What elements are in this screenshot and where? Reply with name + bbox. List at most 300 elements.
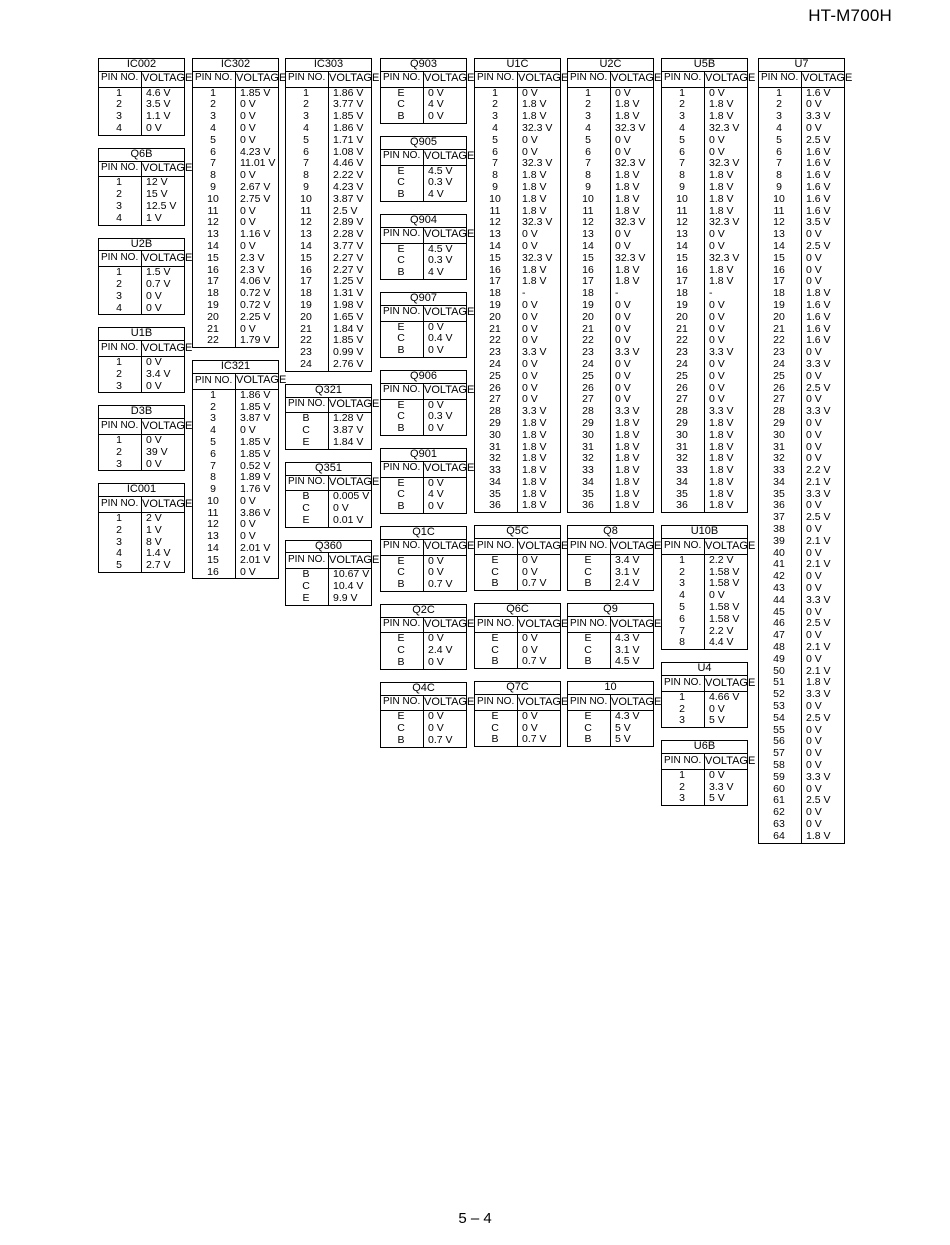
table-row [286, 241, 372, 253]
pin-number: 19 [568, 300, 611, 312]
pin-number: B [381, 267, 424, 279]
pin-number: 18 [286, 288, 329, 300]
pin-number: 36 [475, 500, 518, 512]
pin-number: 21 [193, 324, 236, 336]
voltage-value: 1.86 V [329, 123, 372, 135]
voltage-value: 0 V [518, 632, 561, 644]
pin-number: 36 [759, 500, 802, 512]
pin-number: 59 [759, 772, 802, 784]
pin-number: 10 [475, 194, 518, 206]
voltage-value: 1.16 V [236, 229, 279, 241]
voltage-header: VOLTAGE [611, 539, 654, 555]
pin-number: 28 [759, 406, 802, 418]
table-row [381, 555, 467, 567]
pin-number: 3 [99, 381, 142, 393]
voltage-table [285, 58, 380, 372]
component-id: Q6C [475, 604, 561, 617]
table-row [475, 194, 561, 206]
table-row [568, 347, 654, 359]
table-row [759, 347, 845, 359]
pin-number: 1 [568, 87, 611, 99]
voltage-value: 4.23 V [236, 147, 279, 159]
pin-number: 13 [759, 229, 802, 241]
voltage-header: VOLTAGE [142, 161, 185, 177]
table-row [381, 489, 467, 501]
voltage-value: 1.8 V [518, 453, 561, 465]
voltage-header: VOLTAGE [705, 676, 748, 692]
table-row [662, 87, 748, 99]
table-row [381, 567, 467, 579]
table-row [759, 748, 845, 760]
voltage-value: 1.6 V [802, 206, 845, 218]
voltage-header: VOLTAGE [329, 71, 372, 87]
table-row [193, 194, 279, 206]
voltage-value: 8 V [142, 537, 185, 549]
pin-number: 1 [99, 177, 142, 189]
voltage-value: 0 V [802, 265, 845, 277]
component-id: Q906 [381, 370, 467, 383]
voltage-value: 0 V [518, 135, 561, 147]
voltage-value: 0 V [518, 723, 561, 735]
pin-number: 12 [286, 217, 329, 229]
voltage-value: 0 V [802, 607, 845, 619]
voltage-value: 1.8 V [518, 206, 561, 218]
voltage-header: VOLTAGE [705, 539, 748, 555]
table-row [662, 383, 748, 395]
voltage-value: 0 V [611, 312, 654, 324]
voltage-value: 1.84 V [329, 324, 372, 336]
pin-number: 35 [475, 489, 518, 501]
table-row [759, 123, 845, 135]
pin-number: 20 [568, 312, 611, 324]
table-column-2 [192, 58, 287, 591]
table-row [568, 170, 654, 182]
pin-number: 14 [759, 241, 802, 253]
table-row [475, 656, 561, 668]
voltage-value: 2.7 V [142, 560, 185, 572]
table-row [475, 158, 561, 170]
table-row [475, 335, 561, 347]
table-row [759, 595, 845, 607]
table-row [475, 500, 561, 512]
voltage-value: 2.67 V [236, 182, 279, 194]
table-row [662, 769, 748, 781]
voltage-value: 0 V [518, 312, 561, 324]
voltage-value: 3.77 V [329, 99, 372, 111]
voltage-value: 0.3 V [424, 177, 467, 189]
table-row [381, 333, 467, 345]
table-row [381, 411, 467, 423]
voltage-value: 1.8 V [705, 206, 748, 218]
pin-number: B [568, 656, 611, 668]
table-row [759, 182, 845, 194]
voltage-value: 3.3 V [518, 347, 561, 359]
voltage-value: 0.7 V [518, 578, 561, 590]
table-row [662, 265, 748, 277]
voltage-value: 0.005 V [329, 491, 372, 503]
table-row [759, 335, 845, 347]
voltage-value: 0 V [611, 335, 654, 347]
voltage-table [192, 58, 287, 348]
voltage-value: 1.8 V [518, 418, 561, 430]
table-row [475, 217, 561, 229]
voltage-value: 0 V [802, 418, 845, 430]
voltage-value: 1.8 V [705, 111, 748, 123]
table-row [568, 123, 654, 135]
pin-number: 4 [475, 123, 518, 135]
table-row [759, 500, 845, 512]
voltage-value: 0 V [236, 425, 279, 437]
voltage-value: 3.3 V [518, 406, 561, 418]
pin-no-header: PIN NO. [568, 695, 611, 711]
table-row [759, 217, 845, 229]
voltage-value: 0 V [802, 524, 845, 536]
pin-number: 27 [475, 394, 518, 406]
table-row [759, 135, 845, 147]
pin-number: 2 [99, 189, 142, 201]
voltage-value: 4.5 V [424, 243, 467, 255]
voltage-value: 3.3 V [611, 347, 654, 359]
voltage-value: 0 V [802, 760, 845, 772]
voltage-value: 2.28 V [329, 229, 372, 241]
table-row [662, 288, 748, 300]
pin-number: 25 [475, 371, 518, 383]
pin-number: 47 [759, 630, 802, 642]
table-row [475, 578, 561, 590]
table-row [99, 512, 185, 524]
component-id: U1B [99, 328, 185, 341]
voltage-value: 4.06 V [236, 276, 279, 288]
table-row [99, 369, 185, 381]
pin-number: 4 [193, 123, 236, 135]
voltage-value: 1.8 V [705, 465, 748, 477]
table-row [759, 206, 845, 218]
table-row [193, 508, 279, 520]
pin-number: 10 [286, 194, 329, 206]
table-row [662, 324, 748, 336]
pin-number: 12 [568, 217, 611, 229]
voltage-value: 0 V [611, 135, 654, 147]
table-row [662, 500, 748, 512]
voltage-value: 1.4 V [142, 548, 185, 560]
pin-number: 17 [759, 276, 802, 288]
table-row [759, 99, 845, 111]
voltage-table [661, 662, 756, 728]
pin-number: 61 [759, 795, 802, 807]
table-row [662, 217, 748, 229]
voltage-value: 4.23 V [329, 182, 372, 194]
voltage-value: 1 V [142, 525, 185, 537]
voltage-value: 32.3 V [705, 158, 748, 170]
voltage-value: 5 V [611, 734, 654, 746]
voltage-table [567, 58, 662, 513]
voltage-value: 1.8 V [611, 99, 654, 111]
pin-number: 4 [568, 123, 611, 135]
pin-number: 3 [99, 201, 142, 213]
voltage-value: 0.52 V [236, 461, 279, 473]
table-row [568, 567, 654, 579]
voltage-value: 1.8 V [705, 265, 748, 277]
table-row [568, 394, 654, 406]
voltage-value: 3.3 V [802, 772, 845, 784]
table-row [381, 723, 467, 735]
pin-number: E [475, 710, 518, 722]
table-row [193, 496, 279, 508]
table-row [381, 645, 467, 657]
voltage-value: 0 V [424, 723, 467, 735]
voltage-table [567, 525, 662, 591]
voltage-value: 1.8 V [518, 170, 561, 182]
pin-number: 19 [286, 300, 329, 312]
table-row [475, 430, 561, 442]
table-row [759, 583, 845, 595]
table-row [99, 447, 185, 459]
voltage-value: 0 V [705, 394, 748, 406]
voltage-value: 1.85 V [329, 111, 372, 123]
pin-number: 16 [662, 265, 705, 277]
pin-no-header: PIN NO. [381, 539, 424, 555]
table-row [381, 111, 467, 123]
table-row [193, 335, 279, 347]
voltage-value: 1.84 V [329, 437, 372, 449]
pin-number: B [381, 111, 424, 123]
voltage-header: VOLTAGE [424, 695, 467, 711]
voltage-value: 1.8 V [611, 442, 654, 454]
voltage-value: 9.9 V [329, 593, 372, 605]
table-row [475, 87, 561, 99]
pin-number: 15 [193, 555, 236, 567]
table-row [286, 515, 372, 527]
table-row [759, 453, 845, 465]
pin-number: 9 [662, 182, 705, 194]
table-row [475, 312, 561, 324]
table-row [759, 548, 845, 560]
table-row [568, 335, 654, 347]
table-row [193, 229, 279, 241]
table-row [193, 437, 279, 449]
voltage-value: 0 V [611, 87, 654, 99]
voltage-value: 1.8 V [518, 265, 561, 277]
voltage-value: 0 V [236, 170, 279, 182]
table-row [193, 206, 279, 218]
table-row [568, 453, 654, 465]
pin-number: 35 [662, 489, 705, 501]
voltage-value: 1.8 V [611, 418, 654, 430]
pin-number: B [381, 579, 424, 591]
pin-number: 23 [286, 347, 329, 359]
component-id: U5B [662, 59, 748, 72]
voltage-value: 1.8 V [611, 111, 654, 123]
table-row [381, 345, 467, 357]
table-row [381, 633, 467, 645]
pin-number: 8 [193, 170, 236, 182]
table-row [662, 123, 748, 135]
voltage-value: 1.8 V [518, 500, 561, 512]
table-row [759, 465, 845, 477]
pin-number: 22 [568, 335, 611, 347]
voltage-table [380, 447, 475, 514]
voltage-value: 0 V [611, 300, 654, 312]
voltage-value: 1.8 V [518, 430, 561, 442]
pin-number: 63 [759, 819, 802, 831]
voltage-value: 0 V [611, 241, 654, 253]
voltage-value: 1.98 V [329, 300, 372, 312]
voltage-value: 0 V [802, 453, 845, 465]
table-row [381, 399, 467, 411]
voltage-value: 1 V [142, 213, 185, 225]
table-row [568, 300, 654, 312]
table-row [759, 831, 845, 843]
table-row [662, 300, 748, 312]
voltage-table [380, 135, 475, 202]
pin-number: 35 [759, 489, 802, 501]
pin-number: 5 [568, 135, 611, 147]
pin-number: 1 [99, 267, 142, 279]
component-id: Q9 [568, 604, 654, 617]
voltage-value: 4.5 V [611, 656, 654, 668]
pin-number: 2 [99, 525, 142, 537]
pin-number: 49 [759, 654, 802, 666]
table-row [286, 182, 372, 194]
table-row [381, 579, 467, 591]
table-row [99, 356, 185, 368]
table-row [759, 760, 845, 772]
pin-number: 4 [99, 303, 142, 315]
pin-number: 2 [286, 99, 329, 111]
voltage-value: 1.8 V [611, 489, 654, 501]
pin-number: 28 [568, 406, 611, 418]
pin-number: 17 [286, 276, 329, 288]
voltage-value: 3.5 V [142, 99, 185, 111]
table-row [662, 359, 748, 371]
table-row [286, 359, 372, 371]
voltage-value: 0.7 V [518, 656, 561, 668]
component-id: Q901 [381, 448, 467, 461]
voltage-value: 0 V [424, 501, 467, 513]
pin-number: 40 [759, 548, 802, 560]
voltage-value: 0 V [518, 645, 561, 657]
voltage-table [98, 58, 193, 136]
voltage-value: 1.1 V [142, 111, 185, 123]
component-id: U7 [759, 59, 845, 72]
voltage-value: 4.4 V [705, 637, 748, 649]
voltage-value: 2.5 V [329, 206, 372, 218]
table-row [759, 512, 845, 524]
pin-number: 15 [286, 253, 329, 265]
voltage-value: 1.8 V [611, 265, 654, 277]
pin-number: C [568, 645, 611, 657]
pin-number: 27 [568, 394, 611, 406]
pin-number: 22 [193, 335, 236, 347]
table-row [381, 243, 467, 255]
pin-number: 6 [662, 614, 705, 626]
voltage-value: 1.8 V [611, 430, 654, 442]
pin-number: 7 [475, 158, 518, 170]
pin-number: 21 [568, 324, 611, 336]
table-row [99, 560, 185, 572]
pin-number: 14 [475, 241, 518, 253]
pin-number: 24 [286, 359, 329, 371]
pin-number: 3 [662, 578, 705, 590]
voltage-header: VOLTAGE [518, 539, 561, 555]
voltage-value: 4.6 V [142, 87, 185, 99]
pin-number: E [286, 593, 329, 605]
table-row [759, 194, 845, 206]
pin-number: C [475, 645, 518, 657]
voltage-value: 1.71 V [329, 135, 372, 147]
voltage-value: 11.01 V [236, 158, 279, 170]
pin-number: 18 [193, 288, 236, 300]
voltage-value: 1.6 V [802, 182, 845, 194]
pin-number: 14 [193, 543, 236, 555]
table-row [286, 253, 372, 265]
voltage-value: 3.4 V [611, 554, 654, 566]
table-row [286, 123, 372, 135]
table-row [475, 383, 561, 395]
pin-number: 4 [193, 425, 236, 437]
table-row [662, 691, 748, 703]
voltage-value: 0 V [802, 500, 845, 512]
voltage-value: 0 V [518, 359, 561, 371]
table-row [475, 123, 561, 135]
voltage-header: VOLTAGE [424, 305, 467, 321]
table-row [99, 303, 185, 315]
pin-number: 9 [475, 182, 518, 194]
voltage-value: 3.5 V [802, 217, 845, 229]
voltage-value: 0 V [802, 654, 845, 666]
voltage-table [380, 291, 475, 358]
table-row [759, 807, 845, 819]
voltage-header: VOLTAGE [142, 419, 185, 435]
pin-number: 3 [193, 111, 236, 123]
pin-number: 2 [475, 99, 518, 111]
table-row [759, 324, 845, 336]
pin-number: 5 [193, 437, 236, 449]
pin-no-header: PIN NO. [475, 539, 518, 555]
table-row [759, 312, 845, 324]
pin-number: 33 [662, 465, 705, 477]
table-row [568, 135, 654, 147]
voltage-value: 1.85 V [236, 87, 279, 99]
voltage-value: 0.01 V [329, 515, 372, 527]
voltage-value: 1.8 V [611, 276, 654, 288]
voltage-value: - [611, 288, 654, 300]
voltage-value: 0 V [518, 383, 561, 395]
page-number: 5 – 4 [458, 1210, 492, 1227]
pin-number: 12 [193, 519, 236, 531]
table-row [568, 578, 654, 590]
voltage-value: 0 V [424, 87, 467, 99]
pin-number: 13 [568, 229, 611, 241]
table-row [99, 201, 185, 213]
pin-number: E [475, 632, 518, 644]
table-row [381, 321, 467, 333]
table-row [193, 519, 279, 531]
table-row [475, 567, 561, 579]
voltage-value: 1.6 V [802, 324, 845, 336]
table-row [193, 111, 279, 123]
pin-number: 20 [193, 312, 236, 324]
pin-number: 29 [475, 418, 518, 430]
voltage-value: 1.76 V [236, 484, 279, 496]
voltage-value: 0 V [802, 99, 845, 111]
pin-number: B [381, 735, 424, 747]
pin-number: 60 [759, 784, 802, 796]
pin-number: 11 [193, 206, 236, 218]
voltage-header: VOLTAGE [424, 71, 467, 87]
pin-number: 6 [286, 147, 329, 159]
voltage-table [380, 681, 475, 748]
